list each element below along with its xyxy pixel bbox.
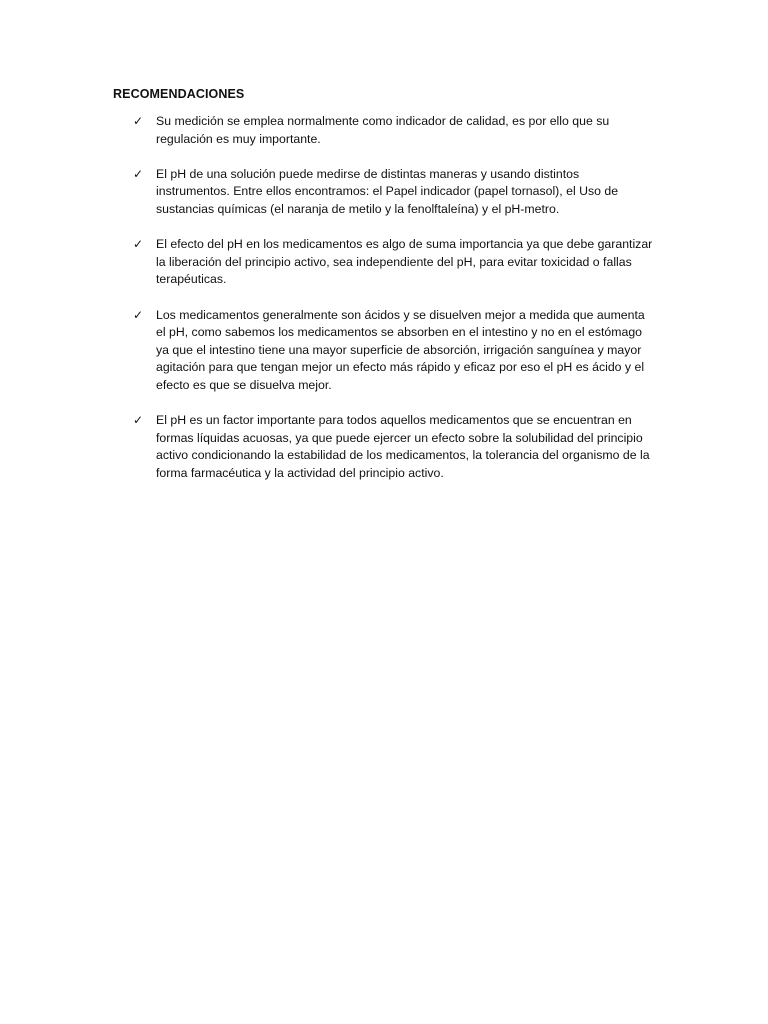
list-item <box>133 236 653 289</box>
list-item-text: Los medicamentos generalmente son ácidos y se disuelven mejor a medida que aumenta el pH, como sabemos los medicamentos se absorben en el intestino y no en el estómago ya que el intestino tiene una mayor superficie de absorción, irrigación sanguínea y mayor agitación para que tengan mejor un efecto más rápido y eficaz por eso el pH es ácido y el efecto es que se disuelva mejor. <box>156 307 645 392</box>
list-item <box>133 166 653 219</box>
list-item-text: El efecto del pH en los medicamentos es algo de suma importancia ya que debe garantizar la liberación del principio activo, sea independiente del pH, para evitar toxicidad o fallas terapéuticas. <box>156 237 653 287</box>
list-item-text: Su medición se emplea normalmente como indicador de calidad, es por ello que su regulación es muy importante. <box>156 114 610 146</box>
checkmark-icon: ✓ <box>133 237 144 252</box>
list-item-text: El pH de una solución puede medirse de distintas maneras y usando distintos instrumentos. Entre ellos encontramos: el Papel indicador (papel tornasol), el Uso de sustancias químicas (el naranja de metilo y la fenolftaleína) y el pH-metro. <box>156 166 619 216</box>
checkmark-icon: ✓ <box>133 307 144 322</box>
checkmark-icon: ✓ <box>133 114 144 128</box>
list-item <box>133 113 653 148</box>
document-heading: RECOMENDACIONES <box>113 87 245 101</box>
list-item <box>133 307 653 395</box>
list-item-text: El pH es un factor importante para todos aquellos medicamentos que se encuentran en formas líquidas acuosas, ya que puede ejercer un efecto sobre la solubilidad del principio activo condicionando la estabilidad de los medicamentos, la tolerancia del organismo de la forma farmacéutica y la actividad del principio activo. <box>156 413 650 480</box>
checkmark-icon: ✓ <box>133 166 144 181</box>
list-item <box>133 412 653 482</box>
recommendations-list <box>133 113 653 500</box>
checkmark-icon: ✓ <box>133 413 144 428</box>
